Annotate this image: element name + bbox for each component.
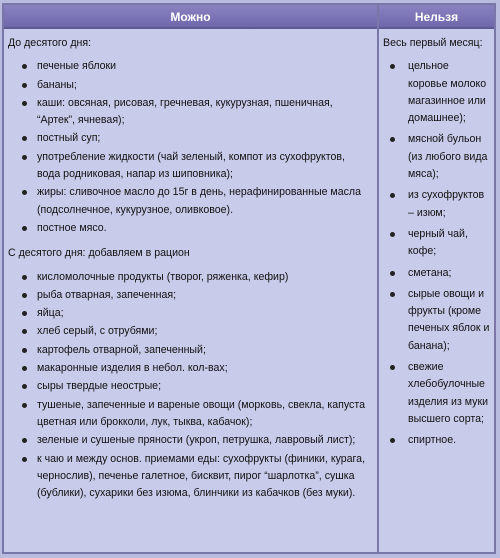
list-item [8, 432, 371, 449]
bullet-icon [22, 275, 27, 280]
list-item [8, 77, 371, 94]
list-item-text: рыба отварная, запеченная; [37, 288, 177, 301]
list-item [8, 305, 371, 322]
list-item [8, 342, 371, 359]
bullet-icon [22, 311, 27, 316]
list-item [8, 287, 371, 304]
list-item [8, 451, 371, 503]
bullet-icon [390, 438, 395, 443]
allowed-section2-title: С десятого дня: добавляем в рацион [8, 247, 190, 260]
bullet-icon [22, 384, 27, 389]
allowed-section1-title: До десятого дня: [8, 37, 92, 49]
bullet-icon [390, 271, 395, 276]
list-item [8, 184, 371, 219]
list-item-text: каши: овсяная, рисовая, гречневая, кукурузная, пшеничная, “Артек”, ячневая); [37, 96, 333, 127]
list-item [383, 286, 490, 355]
list-item [8, 323, 371, 340]
list-item-text: сырые овощи и фрукты (кроме печеных яблок и банана); [408, 287, 490, 352]
list-item [383, 226, 490, 261]
list-item [383, 265, 490, 282]
list-item-text: хлеб серый, с отрубями; [37, 325, 158, 338]
forbidden-list [383, 58, 490, 449]
list-item [8, 378, 371, 395]
bullet-icon [22, 438, 27, 443]
allowed-section2-list [8, 269, 371, 503]
list-item-text: картофель отварной, запеченный; [37, 343, 206, 356]
bullet-icon [22, 348, 27, 353]
list-item-text: макаронные изделия в небол. кол-вах; [37, 362, 228, 375]
bullet-icon [22, 226, 27, 231]
list-item-text: кисломолочные продукты (творог, ряженка, кефир) [37, 270, 289, 283]
list-item-text: из сухофруктов – изюм; [408, 189, 485, 219]
list-item [8, 360, 371, 377]
list-item [8, 269, 371, 286]
bullet-icon [390, 365, 395, 370]
bullet-icon [390, 232, 395, 237]
bullet-icon [22, 329, 27, 334]
list-item-text: бананы; [37, 78, 77, 91]
list-item-text: тушеные, запеченные и вареные овощи (морковь, свекла, капуста цветная или брокколи, лук, тыква, кабачок); [37, 398, 365, 428]
bullet-icon [22, 293, 27, 298]
bullet-icon [22, 366, 27, 371]
list-item [383, 58, 490, 127]
bullet-icon [22, 190, 27, 195]
list-item-text: спиртное. [408, 434, 457, 447]
list-item-text: употребление жидкости (чай зеленый, компот из сухофруктов, вода родниковая, напар из шиповника); [37, 150, 345, 181]
allowed-column-header: Можно [4, 5, 377, 29]
list-item-text: мясной бульон (из любого вида мяса); [408, 133, 488, 181]
bullet-icon [390, 193, 395, 198]
list-item-text: сыры твердые неострые; [37, 380, 162, 393]
list-item-text: яйца; [37, 307, 64, 320]
list-item-text: черный чай, кофе; [408, 227, 468, 258]
section-spacer [8, 238, 371, 242]
bullet-icon [22, 403, 27, 408]
bullet-icon [22, 136, 27, 141]
list-item [8, 58, 371, 75]
forbidden-column [379, 29, 494, 552]
diet-table-frame [2, 3, 496, 554]
list-item [383, 131, 490, 183]
diet-table [4, 5, 494, 552]
bullet-icon [22, 83, 27, 88]
bullet-icon [22, 155, 27, 160]
list-item-text: сметана; [408, 266, 452, 279]
list-item-text: печеные яблоки [37, 60, 117, 73]
list-item-text: постное мясо. [37, 221, 107, 234]
allowed-column [4, 29, 377, 552]
bullet-icon [390, 137, 395, 142]
list-item [8, 130, 371, 147]
list-item [383, 432, 490, 449]
bullet-icon [22, 457, 27, 462]
allowed-section1-list [8, 58, 371, 237]
list-item-text: зеленые и сушеные пряности (укроп, петрушка, лавровый лист); [37, 434, 356, 447]
bullet-icon [22, 64, 27, 69]
list-item [8, 149, 371, 184]
list-item-text: цельное коровье молоко магазинное или домашнее); [408, 60, 487, 125]
list-item [383, 359, 490, 428]
list-item [8, 397, 371, 432]
list-item [383, 187, 490, 222]
bullet-icon [390, 292, 395, 297]
forbidden-column-header: Нельзя [379, 5, 494, 29]
bullet-icon [390, 64, 395, 69]
list-item-text: к чаю и между основ. приемами еды: сухофрукты (финики, курага, чернослив), печенье галетное, бисквит, пирог “шарлотка”, сушка (бублики), сухарики без изюма, блинчики из кабачков (без муки). [37, 452, 366, 500]
list-item [8, 220, 371, 237]
bullet-icon [22, 101, 27, 106]
list-item [8, 95, 371, 130]
list-item-text: свежие хлебобулочные изделия из муки высшего сорта; [408, 361, 489, 425]
list-item-text: постный суп; [37, 132, 101, 145]
list-item-text: жиры: сливочное масло до 15г в день, нерафинированные масла (подсолнечное, кукурузное, оливковое). [37, 186, 361, 216]
forbidden-title: Весь первый месяц: [383, 37, 483, 49]
